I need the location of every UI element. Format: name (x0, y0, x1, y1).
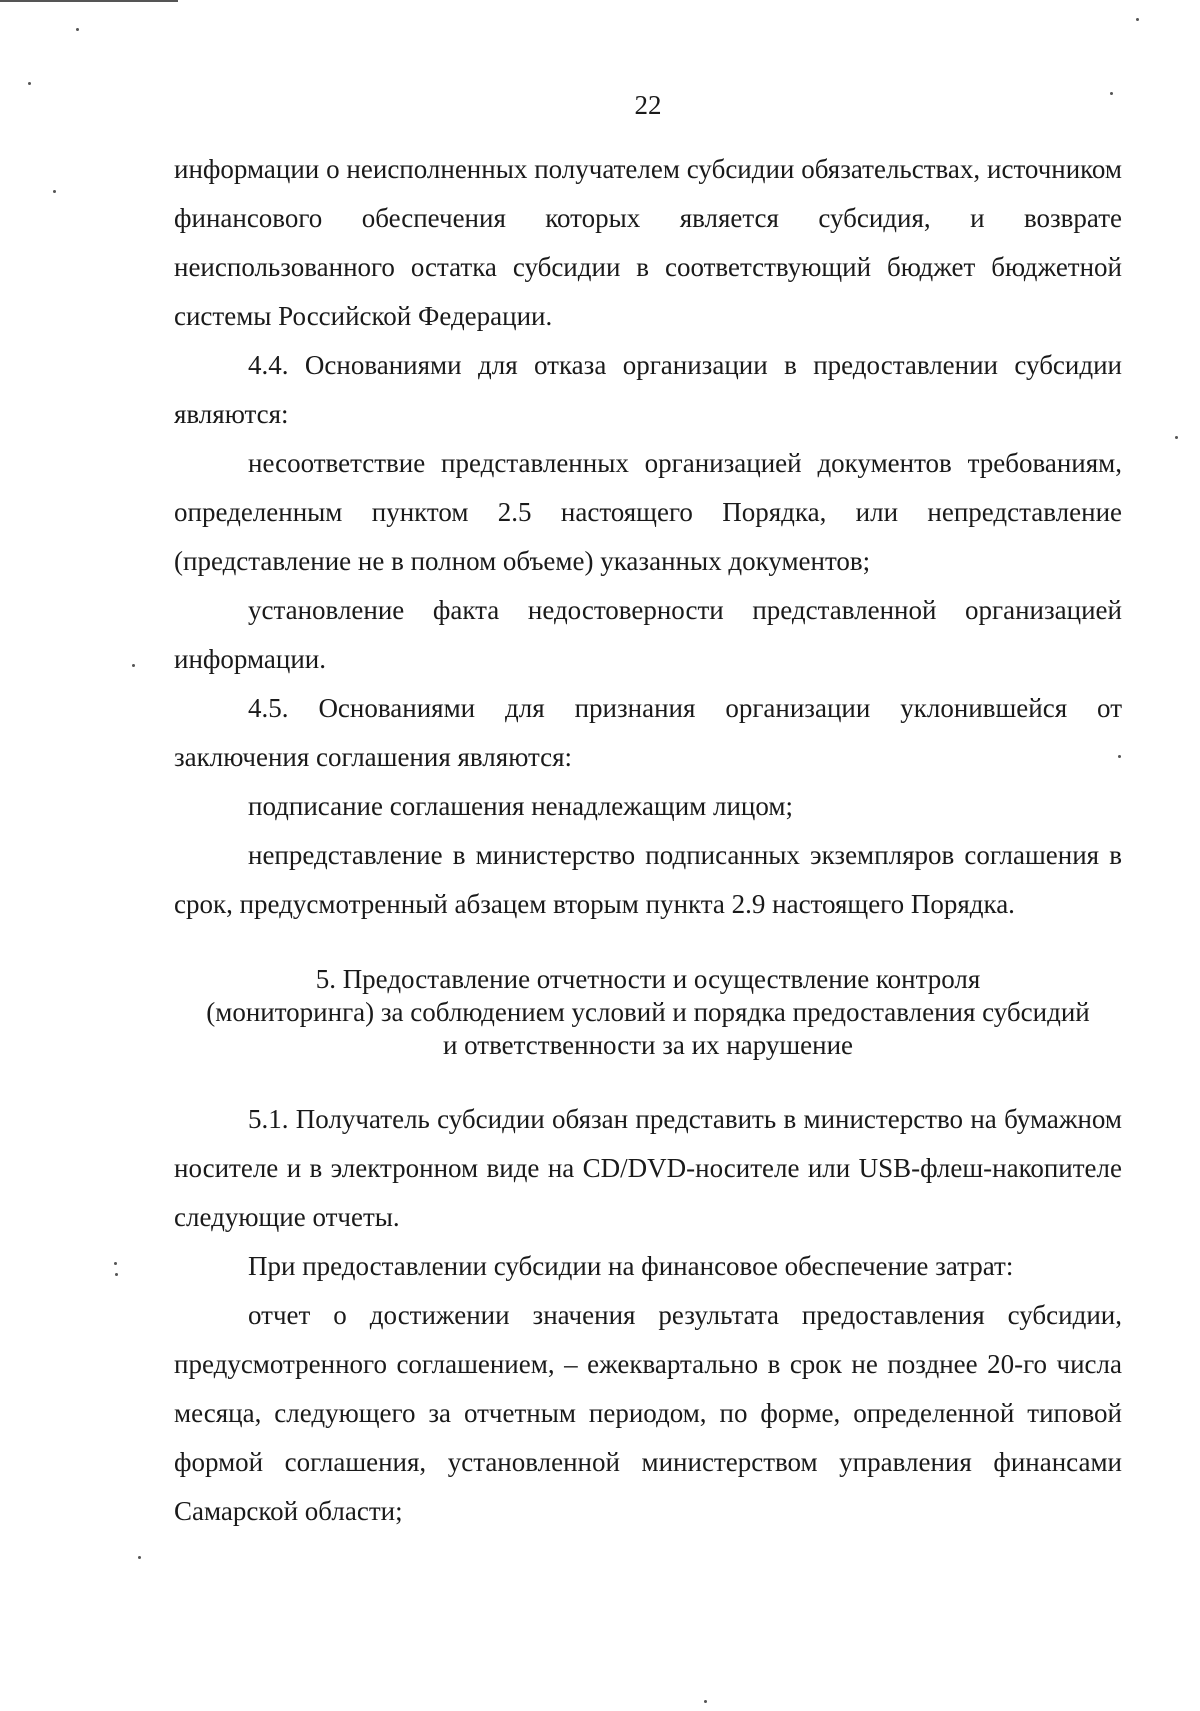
paragraph-cost-financing: При предоставлении субсидии на финансовое обеспечение затрат: (248, 1251, 1014, 1281)
scan-speck (132, 664, 135, 667)
paragraph-quarterly-report: отчет о достижении значения результата предоставления субсидии, предусмотренного соглашением, – ежеквартально в срок не позднее 20-го числа месяца, следующего за отчетным периодом, по форме, определенной типовой формой соглашения, установленной министерством управления финансами Самарской области; (174, 1300, 1122, 1526)
paragraph-mismatch: несоответствие представленных организацией документов требованиям, определенным пунктом 2.5 настоящего Порядка, или непредставление (представление не в полном объеме) указанных документов; (174, 448, 1122, 576)
scan-speck (138, 1556, 141, 1559)
paragraph-non-submission: непредставление в министерство подписанных экземпляров соглашения в срок, предусмотренный абзацем вторым пункта 2.9 настоящего Порядка. (174, 840, 1122, 919)
scan-speck (1136, 18, 1139, 21)
paragraph-improper-signing: подписание соглашения ненадлежащим лицом; (248, 791, 793, 821)
section-heading (174, 963, 1122, 1062)
scan-speck (115, 1273, 118, 1276)
page-number: 22 (634, 90, 662, 120)
scan-speck (704, 1700, 707, 1703)
scan-speck (28, 82, 31, 85)
section-heading-line: (мониторинга) за соблюдением условий и порядка предоставления субсидий (206, 997, 1090, 1027)
scan-speck (76, 28, 79, 31)
scan-speck (114, 1262, 117, 1265)
paragraph-5-1: 5.1. Получатель субсидии обязан представить в министерство на бумажном носителе и в электронном виде на CD/DVD-носителе или USB-флеш-накопителе следующие отчеты. (174, 1104, 1122, 1232)
scan-speck (1175, 436, 1178, 439)
section-heading-line: и ответственности за их нарушение (442, 1030, 854, 1060)
paragraph-4-4: 4.4. Основаниями для отказа организации в предоставлении субсидии являются: (174, 350, 1122, 429)
section-heading-line: 5. Предоставление отчетности и осуществление контроля (315, 964, 981, 994)
paragraph-4-5: 4.5. Основаниями для признания организации уклонившейся от заключения соглашения являются: (174, 693, 1122, 772)
document-body (174, 145, 1122, 1536)
scan-speck (53, 190, 56, 193)
scan-edge-mark (0, 0, 178, 2)
paragraph-unreliability: установление факта недостоверности представленной организацией информации. (174, 595, 1122, 674)
paragraph-continuation: информации о неисполненных получателем субсидии обязательствах, источником финансового обеспечения которых является субсидия, и возврате неиспользованного остатка субсидии в соответствующий бюджет бюджетной системы Российской Федерации. (174, 154, 1122, 331)
